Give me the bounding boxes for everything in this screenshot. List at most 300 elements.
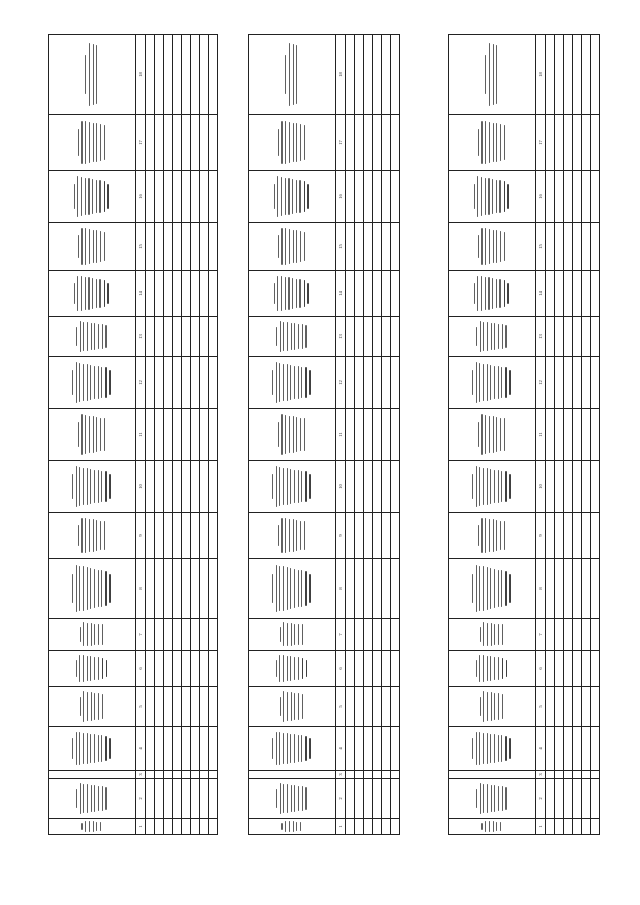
table-cell (591, 771, 600, 779)
table-cell (173, 409, 182, 461)
table-cell (382, 357, 391, 409)
column-header (249, 223, 336, 271)
row-name (155, 819, 164, 835)
table-cell (546, 771, 555, 779)
row-name (191, 819, 200, 835)
row-name (200, 819, 209, 835)
column-header (449, 35, 536, 115)
total-label (209, 819, 218, 835)
column-number: 8 (336, 559, 346, 619)
table-cell (582, 409, 591, 461)
table-cell (582, 357, 591, 409)
table-cell (364, 171, 373, 223)
row-name (182, 819, 191, 835)
data-table (248, 34, 400, 835)
table-cell (155, 223, 164, 271)
table-cell (191, 223, 200, 271)
table-cell (391, 223, 400, 271)
row-code (382, 779, 391, 819)
column-number: 1 (136, 819, 146, 835)
table-cell (564, 619, 573, 651)
table-cell (191, 409, 200, 461)
table-cell (182, 357, 191, 409)
table-cell (173, 687, 182, 727)
column-number: 2 (536, 779, 546, 819)
table-cell (209, 513, 218, 559)
table-cell (209, 651, 218, 687)
column-number: 4 (136, 727, 146, 771)
table-cell (164, 357, 173, 409)
table-cell (173, 619, 182, 651)
column-number: 17 (336, 115, 346, 171)
table-cell (364, 687, 373, 727)
table-cell (191, 651, 200, 687)
column-header (449, 559, 536, 619)
table-cell (373, 771, 382, 779)
table-cell (173, 727, 182, 771)
table-cell (346, 727, 355, 771)
table-cell (573, 35, 582, 115)
column-number: 7 (536, 619, 546, 651)
column-number: 15 (536, 223, 546, 271)
table-row (573, 35, 582, 835)
table-cell (564, 317, 573, 357)
table-cell (555, 461, 564, 513)
column-number: 2 (136, 779, 146, 819)
table-cell (364, 409, 373, 461)
total-code (591, 779, 600, 819)
table-cell (146, 115, 155, 171)
table-row (355, 35, 364, 835)
table-cell (591, 35, 600, 115)
table-cell (164, 461, 173, 513)
table-cell (573, 461, 582, 513)
table-cell (373, 35, 382, 115)
row-name (546, 819, 555, 835)
row-name (146, 819, 155, 835)
column-number: 9 (136, 513, 146, 559)
table-cell (364, 619, 373, 651)
table-cell (573, 651, 582, 687)
column-header (49, 771, 136, 779)
table-cell (200, 461, 209, 513)
table-cell (373, 687, 382, 727)
column-header (449, 115, 536, 171)
table-cell (209, 771, 218, 779)
table-cell (355, 619, 364, 651)
table-cell (346, 687, 355, 727)
table-cell (155, 115, 164, 171)
row-name (164, 819, 173, 835)
table-row (182, 35, 191, 835)
table-cell (200, 619, 209, 651)
table-row (373, 35, 382, 835)
table-cell (173, 115, 182, 171)
table-cell (555, 651, 564, 687)
row-name (373, 819, 382, 835)
column-header (49, 619, 136, 651)
column-number: 8 (536, 559, 546, 619)
data-table (48, 34, 218, 835)
table-cell (355, 727, 364, 771)
column-header (49, 223, 136, 271)
column-number: 15 (136, 223, 146, 271)
table-cell (555, 727, 564, 771)
column-header (249, 771, 336, 779)
table-cell (582, 619, 591, 651)
table-cell (346, 771, 355, 779)
table-cell (155, 317, 164, 357)
table-cell (182, 651, 191, 687)
table-cell (146, 357, 155, 409)
column-header (249, 317, 336, 357)
table-cell (146, 317, 155, 357)
table-cell (564, 687, 573, 727)
table-cell (191, 727, 200, 771)
table-cell (355, 171, 364, 223)
table-row (155, 35, 164, 835)
table-cell (200, 271, 209, 317)
table-cell (200, 171, 209, 223)
column-header (249, 687, 336, 727)
table-cell (155, 357, 164, 409)
table-cell (355, 357, 364, 409)
table-cell (355, 317, 364, 357)
table-cell (155, 409, 164, 461)
table-cell (382, 35, 391, 115)
table-cell (373, 317, 382, 357)
table-cell (591, 619, 600, 651)
table-cell (391, 687, 400, 727)
table-cell (182, 559, 191, 619)
row-code (191, 779, 200, 819)
table-cell (546, 317, 555, 357)
table-cell (164, 171, 173, 223)
table-row (164, 35, 173, 835)
column-header (49, 171, 136, 223)
table-cell (191, 513, 200, 559)
column-number: 3 (136, 771, 146, 779)
table-cell (209, 559, 218, 619)
row-code (346, 779, 355, 819)
table-cell (355, 115, 364, 171)
column-header (49, 819, 136, 835)
table-cell (591, 409, 600, 461)
table-cell (346, 171, 355, 223)
table-cell (546, 115, 555, 171)
row-code (182, 779, 191, 819)
row-code (200, 779, 209, 819)
row-code (364, 779, 373, 819)
table-cell (209, 317, 218, 357)
table-cell (155, 651, 164, 687)
table-cell (355, 271, 364, 317)
total-label (591, 819, 600, 835)
table-cell (346, 317, 355, 357)
column-header (249, 559, 336, 619)
table-cell (546, 559, 555, 619)
table-cell (164, 559, 173, 619)
table-cell (191, 619, 200, 651)
column-header (449, 687, 536, 727)
table-cell (182, 619, 191, 651)
table-row (382, 35, 391, 835)
table-cell (173, 651, 182, 687)
table-cell (582, 687, 591, 727)
table-cell (364, 271, 373, 317)
column-number: 1 (336, 819, 346, 835)
table-cell (200, 651, 209, 687)
table-cell (191, 461, 200, 513)
table-cell (591, 171, 600, 223)
column-header (449, 779, 536, 819)
column-header (49, 409, 136, 461)
table-cell (173, 35, 182, 115)
table-cell (391, 651, 400, 687)
table-cell (591, 651, 600, 687)
column-number: 9 (536, 513, 546, 559)
row-code (555, 779, 564, 819)
table-cell (391, 35, 400, 115)
column-header (449, 223, 536, 271)
column-number: 11 (136, 409, 146, 461)
table-cell (173, 317, 182, 357)
table-cell (346, 357, 355, 409)
table-cell (546, 35, 555, 115)
table-cell (164, 513, 173, 559)
column-header (49, 461, 136, 513)
table-cell (355, 687, 364, 727)
row-name (564, 819, 573, 835)
table-cell (591, 727, 600, 771)
column-header (49, 779, 136, 819)
column-number: 17 (536, 115, 546, 171)
table-cell (555, 687, 564, 727)
table-cell (364, 357, 373, 409)
table-cell (382, 317, 391, 357)
table-cell (391, 461, 400, 513)
table-cell (200, 35, 209, 115)
column-number: 16 (336, 171, 346, 223)
column-number: 5 (336, 687, 346, 727)
table-cell (391, 115, 400, 171)
table-cell (546, 271, 555, 317)
column-header (49, 687, 136, 727)
table-cell (209, 409, 218, 461)
total-row (591, 35, 600, 835)
table-cell (182, 687, 191, 727)
column-header (249, 409, 336, 461)
table-cell (146, 271, 155, 317)
table-cell (164, 35, 173, 115)
column-header (249, 619, 336, 651)
table-cell (591, 271, 600, 317)
table-cell (182, 771, 191, 779)
total-label (391, 819, 400, 835)
column-header (249, 271, 336, 317)
column-header (449, 171, 536, 223)
table-cell (364, 223, 373, 271)
table-cell (591, 513, 600, 559)
table-cell (173, 771, 182, 779)
column-header (449, 357, 536, 409)
table-cell (555, 619, 564, 651)
table-cell (555, 317, 564, 357)
table-cell (373, 727, 382, 771)
table-cell (382, 619, 391, 651)
table-cell (173, 513, 182, 559)
table-cell (364, 727, 373, 771)
table-cell (355, 771, 364, 779)
column-number: 18 (536, 35, 546, 115)
table-cell (573, 513, 582, 559)
table-cell (373, 651, 382, 687)
table-cell (573, 619, 582, 651)
table-cell (373, 271, 382, 317)
table-cell (564, 35, 573, 115)
row-name (555, 819, 564, 835)
table-cell (182, 727, 191, 771)
table-cell (155, 771, 164, 779)
table-cell (373, 461, 382, 513)
table-cell (200, 771, 209, 779)
table-cell (191, 771, 200, 779)
row-code (164, 779, 173, 819)
table-cell (591, 115, 600, 171)
table-cell (364, 559, 373, 619)
table-row (200, 35, 209, 835)
column-number: 14 (336, 271, 346, 317)
table-cell (146, 513, 155, 559)
table-cell (555, 559, 564, 619)
table-cell (555, 771, 564, 779)
row-code (582, 779, 591, 819)
table-cell (582, 513, 591, 559)
table-cell (209, 223, 218, 271)
table-cell (573, 115, 582, 171)
table-cell (209, 461, 218, 513)
table-cell (355, 559, 364, 619)
table-cell (546, 687, 555, 727)
column-header (449, 651, 536, 687)
column-number: 3 (336, 771, 346, 779)
table-cell (164, 317, 173, 357)
table-cell (191, 687, 200, 727)
table-cell (209, 727, 218, 771)
column-number: 7 (336, 619, 346, 651)
column-number: 6 (536, 651, 546, 687)
table-cell (164, 651, 173, 687)
column-number: 3 (536, 771, 546, 779)
table-cell (182, 409, 191, 461)
table-cell (591, 559, 600, 619)
column-number: 5 (536, 687, 546, 727)
table-cell (582, 727, 591, 771)
table-cell (546, 727, 555, 771)
column-header (249, 727, 336, 771)
table-cell (564, 409, 573, 461)
table-cell (555, 357, 564, 409)
table-cell (573, 771, 582, 779)
table-cell (546, 357, 555, 409)
table-cell (573, 687, 582, 727)
column-number: 2 (336, 779, 346, 819)
table-cell (191, 35, 200, 115)
table-cell (573, 223, 582, 271)
table-cell (146, 771, 155, 779)
table-cell (355, 35, 364, 115)
table-cell (564, 513, 573, 559)
table-cell (391, 513, 400, 559)
table-cell (391, 317, 400, 357)
table-row (364, 35, 373, 835)
table-row (173, 35, 182, 835)
total-code (391, 779, 400, 819)
table-cell (155, 271, 164, 317)
table-cell (364, 771, 373, 779)
table-cell (355, 513, 364, 559)
row-code (564, 779, 573, 819)
table-cell (146, 727, 155, 771)
table-cell (591, 687, 600, 727)
column-header (449, 513, 536, 559)
table-cell (146, 619, 155, 651)
table-cell (382, 651, 391, 687)
column-number: 9 (336, 513, 346, 559)
table-cell (164, 223, 173, 271)
table-cell (373, 115, 382, 171)
table-cell (173, 171, 182, 223)
table-row (191, 35, 200, 835)
column-header (49, 317, 136, 357)
table-cell (382, 223, 391, 271)
table-cell (573, 171, 582, 223)
table-cell (582, 271, 591, 317)
table-cell (364, 115, 373, 171)
table-cell (164, 687, 173, 727)
table-cell (364, 461, 373, 513)
table-cell (346, 409, 355, 461)
table-cell (564, 771, 573, 779)
table-cell (146, 687, 155, 727)
column-header (49, 35, 136, 115)
table-cell (382, 513, 391, 559)
table-cell (546, 409, 555, 461)
table-cell (373, 223, 382, 271)
column-number: 7 (136, 619, 146, 651)
column-header (449, 271, 536, 317)
table-cell (209, 357, 218, 409)
column-header (449, 619, 536, 651)
column-header (49, 513, 136, 559)
table-cell (182, 35, 191, 115)
table-cell (582, 171, 591, 223)
table-cell (146, 461, 155, 513)
column-number: 10 (536, 461, 546, 513)
table-cell (346, 35, 355, 115)
table-cell (564, 357, 573, 409)
table-cell (382, 409, 391, 461)
table-cell (382, 271, 391, 317)
table-cell (564, 223, 573, 271)
table-cell (582, 461, 591, 513)
column-number: 12 (536, 357, 546, 409)
table-cell (564, 559, 573, 619)
column-number: 13 (536, 317, 546, 357)
table-cell (391, 271, 400, 317)
table-cell (582, 223, 591, 271)
table-cell (164, 271, 173, 317)
